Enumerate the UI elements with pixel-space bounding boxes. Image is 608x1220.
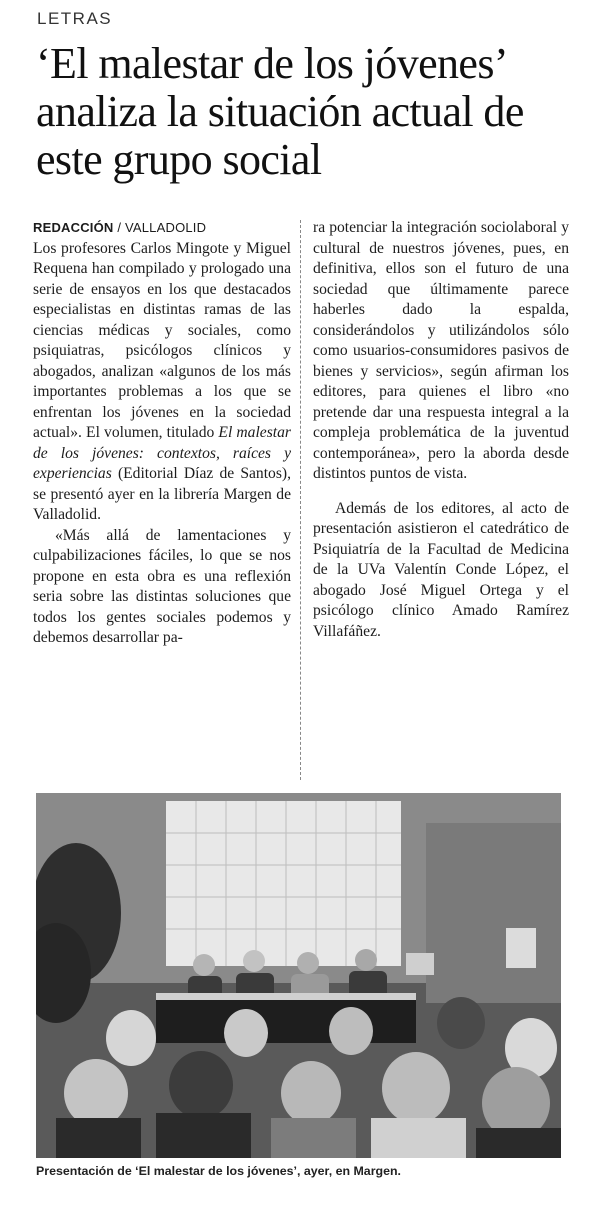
paragraph-3: Además de los editores, al acto de presentación asistieron el catedrático de Psiquiatría de la Facultad de Medicina de la UVa Valentín Conde López, el abogado José Miguel Ortega y el psicólogo clínico Amado Ramírez Villafáñez. [313, 499, 569, 640]
paragraph-2-continued: ra potenciar la integración sociolaboral y cultural de nuestros jóvenes, pues, en definitiva, ellos son el futuro de una sociedad que últimamente parece haberles dado la espalda, considerándolos y utilizándolos sólo como usuarios-consumidores pasivos de bienes y servicios», según afirman los editores, para quienes el libro «no pretende dar una respuesta integral a la compleja problemática de la juventud contemporánea», pero la aborda desde distintos puntos de vista. [313, 219, 569, 482]
paragraph-2: «Más allá de lamentaciones y culpabilizaciones fáciles, lo que se nos propone en esta obra es una reflexión seria sobre las distintas soluciones que todos los gentes sociales podemos y debemos desarrollar pa- [33, 526, 291, 646]
paragraph-1-text-b: (Editorial Díaz de Santos), se presentó ayer en la librería Margen de Valladolid. [33, 465, 291, 523]
headline: ‘El malestar de los jóvenes’ analiza la situación actual de este grupo social [36, 39, 524, 184]
event-photo [36, 793, 561, 1158]
photo-caption: Presentación de ‘El malestar de los jóvenes’, ayer, en Margen. [36, 1164, 401, 1178]
byline: REDACCIÓN / VALLADOLID [33, 220, 207, 235]
article-column-left [33, 218, 291, 649]
byline-author: REDACCIÓN [33, 220, 114, 235]
column-divider [300, 220, 301, 780]
paragraph-1 [33, 239, 291, 526]
section-label: LETRAS [37, 9, 113, 28]
byline-city: VALLADOLID [124, 220, 207, 235]
paragraph-1-text-a: Los profesores Carlos Mingote y Miguel Requena han compilado y prologado una serie de ensayos en los que destacados especialistas en distintas ramas de las ciencias médicas y sociales, como psiquiatras, psicólogos clínicos y abogados, analizan «algunos de los más importantes problemas a los que se enfrentan los jóvenes en la sociedad actual». El volumen, titulado [33, 239, 291, 441]
book-title: El malestar de los jóvenes: contextos, raíces y experiencias [33, 424, 291, 482]
article-column-right [313, 218, 569, 642]
